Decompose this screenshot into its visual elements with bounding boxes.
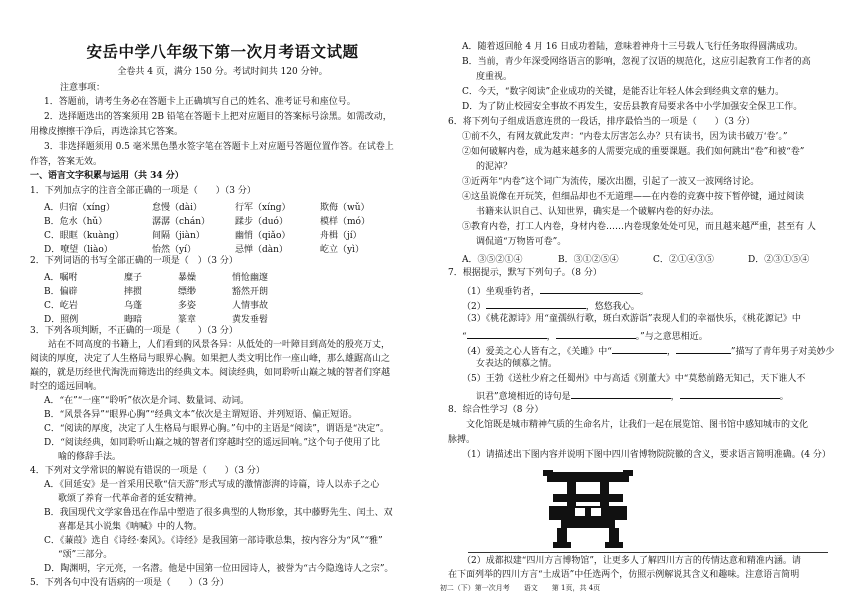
answer-blank[interactable] <box>540 284 640 294</box>
answer-line[interactable] <box>468 552 828 553</box>
q2-option: 篆章 <box>178 315 197 325</box>
q8-intro: 文化馆既是城市精神气质的生命名片，让我们一起在展览馆、图书馆中感知城市的文化 <box>448 420 809 430</box>
q1-option: 幽悄（qiǎo） <box>235 231 291 241</box>
q4-option: “颂”三部分。 <box>58 550 113 560</box>
notes-heading: 注意事项： <box>60 83 106 93</box>
q7-item-5-answer: 识君”意境相近的诗句是 ， 。 <box>476 389 789 403</box>
q2-option: 暴燥 <box>178 273 197 283</box>
q6-item: ②如何破解内卷，成为越来越多的人需要完成的重要课题。我们如何跳出“卷”和被“卷” <box>462 147 805 157</box>
q6-stem: 6．将下列句子组成语意连贯的一段话，排序最恰当的一项是（ ）（3 分） <box>448 117 755 127</box>
q2-option: D．照例 <box>44 315 79 325</box>
q1-option: 模样（mó） <box>320 217 370 227</box>
q1-option: 潺潺（chán） <box>152 217 210 227</box>
q3-stem: 3．下列各项判断，不正确的一项是（ ）（3 分） <box>30 326 238 336</box>
q8-stem: 8．综合性学习（8 分） <box>448 405 544 415</box>
q3-option: C．“阅读的厚度，决定了人生格局与眼界心胸。”句中的主语是“阅读”，谓语是“决定”。 <box>44 424 389 434</box>
section-heading: 一、语言文字积累与运用（共 34 分） <box>30 171 184 181</box>
q8-sub1: （1）请描述出下图内容并说明下图中四川省博物院院徽的含义，要求语言简明准确。(4 分） <box>462 450 831 460</box>
q1-option: D．嘹望（liào） <box>44 245 113 255</box>
q3-passage-line: 巅的，就是历经世代淘洗而筛选出的经典文本。阅读经典，如同聆听山巅之城的智者们穿越 <box>30 368 391 378</box>
q4-option: B．我国现代文学家鲁迅在作品中塑造了很多典型的人物形象，其中藤野先生、闰土、双 <box>44 508 393 518</box>
q5-option: D．为了防止校园安全事故不再发生，安岳县教育局要求各中小学加强安全保卫工作。 <box>462 102 803 112</box>
q5-option: C．今天，“数字阅读”企业成功的关键，是能否让年轻人体会到经典文章的魅力。 <box>462 87 785 97</box>
q2-option: 乌蓬 <box>124 301 143 311</box>
q5-option: A．随着返回舱 4 月 16 日成功着陆，意味着神舟十三号载人飞行任务取得圆满成功。 <box>462 42 804 52</box>
q2-option: A．嘱咐 <box>44 273 78 283</box>
page-footer: 初二（下）第一次月考 语文 第 1页，共 4页 <box>439 584 601 592</box>
q8-sub2: 在下面列举的四川方言“土成语”中任选两个，仿照示例解说其含义和趣味。注意语言简明 <box>448 570 800 580</box>
q2-option: 多姿 <box>178 301 197 311</box>
q7-stem: 7．根据提示，默写下列句子。（8 分） <box>448 268 602 278</box>
q4-option: A．《回延安》是一首采用民歌“信天游”形式写成的激情澎湃的诗篇，诗人以赤子之心 <box>44 480 380 490</box>
q7-item-2: （2） ，悠悠我心。 <box>462 299 640 313</box>
q5-stem: 5．下列各句中没有语病的一项是（ ）（3 分） <box>30 578 229 588</box>
q2-option: 人情事故 <box>232 301 269 311</box>
answer-blank[interactable] <box>612 344 667 354</box>
q2-option: C．屹岩 <box>44 301 78 311</box>
q6-item: 调侃道“万物皆可卷”。 <box>476 237 567 247</box>
q2-option: 晦暗 <box>124 315 143 325</box>
answer-blank[interactable] <box>467 329 547 339</box>
note-line: 作答，答案无效。 <box>30 157 103 167</box>
answer-blank[interactable] <box>676 344 731 354</box>
q5-option: 度重视。 <box>476 72 513 82</box>
q3-option: B．“风景各异”“眼界心胸”“经典文本”依次是主谓短语、并列短语、偏正短语。 <box>44 410 358 420</box>
q1-option: 欺侮（wǔ） <box>320 203 370 213</box>
q4-option: D．陶渊明，字元亮，一名潜。他是中国第一位田园诗人，被誉为“古今隐逸诗人之宗”。 <box>44 564 394 574</box>
q7-item-5: （5）王勃《送杜少府之任蜀州》中与高适《别董大》中“莫愁前路无知己，天下谁人不 <box>462 374 806 384</box>
q2-option: B．偏辟 <box>44 287 78 297</box>
q3-option: 喻的修辞手法。 <box>58 452 122 462</box>
note-line: 1．答题前，请考生务必在答题卡上正确填写自己的姓名、准考证号和座位号。 <box>44 97 356 107</box>
q2-option: 豁然开朗 <box>232 287 269 297</box>
q6-item: ④这虽说像在开玩笑，但细品却也不无道理——在内卷的竞赛中按下暂停键，通过阅读 <box>462 192 805 202</box>
q4-option: 歌颂了养育一代革命者的延安精神。 <box>58 494 203 504</box>
q1-stem: 1．下列加点字的注音全部正确的一项是（ ）（3 分） <box>30 186 256 196</box>
q1-option: C．眼眶（kuàng） <box>44 231 125 241</box>
q2-option: 黄发垂髫 <box>232 315 269 325</box>
q6-item: ⑤教育内卷，打工人内卷，身材内卷……内卷现象处处可见，而且越来越严重，甚至有 人 <box>462 222 816 232</box>
q3-passage-line: 时空的遥远回响。 <box>30 382 103 392</box>
q6-item: ③近两年“内卷”这个词广为流传，屡次出圈，引起了一波又一波网络讨论。 <box>462 177 760 187</box>
q3-option: A．“在”“一座”“聆听”依次是介词、数量词、动词。 <box>44 396 250 406</box>
q1-option: 怡然（yí） <box>152 245 196 255</box>
q6-item: ①前不久，有网友就此发声：“内卷太厉害怎么办？只有读书，因为读书破万‘卷’。” <box>462 132 788 142</box>
q2-stem: 2．下列词语的书写全部正确的一项是（ ）（3 分） <box>30 256 238 266</box>
note-line: 2．选择题选出的答案须用 2B 铅笔在答题卡上把对应题目的答案标号涂黑。如需改动， <box>44 112 392 122</box>
q6-choice: B．③①②⑤④ <box>558 255 619 265</box>
q7-item-4-cont: 女表达的倾慕之情。 <box>476 359 558 369</box>
q1-option: 忌惮（dàn） <box>235 245 288 255</box>
exam-subtitle: 全卷共 4 页，满分 150 分。考试时间共 120 分钟。 <box>117 67 328 77</box>
q1-option: 舟楫（jí） <box>320 231 362 241</box>
q2-option: 糜子 <box>124 273 143 283</box>
note-line: 3．非选择题须用 0.5 毫米黑色墨水签字笔在答题卡上对应题号答题位置作答。在试卷上 <box>44 142 394 152</box>
q1-option: 怠慢（dài） <box>152 203 203 213</box>
q4-option: 喜都是其小说集《呐喊》中的人物。 <box>58 522 203 532</box>
note-line: 用橡皮擦擦干净后，再选涂其它答案。 <box>30 127 184 137</box>
q1-option: B．危水（hǔ） <box>44 217 108 227</box>
q7-item-3: （3）《桃花源诗》用“童孺纵行歌，斑白欢游诣”表现人们的幸福快乐，《桃花源记》中 <box>462 314 801 324</box>
q7-item-4: （4）爱美之心人皆有之，《关雎》中“ ， ”描写了青年男子对美妙少 <box>462 344 834 358</box>
q4-option: C．《蒹葭》选自《诗经·秦风》。《诗经》是我国第一部诗歌总集，按内容分为“风”“雅” <box>44 536 383 546</box>
q7-item-1: （1）坐观垂钓者， 。 <box>462 284 649 298</box>
q1-option: 屹立（yì） <box>320 245 364 255</box>
q6-choice: C．②①④③⑤ <box>653 255 714 265</box>
q6-choice: A．③⑤②①④ <box>462 255 523 265</box>
q2-option: 缥缈 <box>178 287 197 297</box>
q1-option: 间隔（jiàn） <box>152 231 205 241</box>
q3-passage-line: 站在不同高度的书籍上，人们看到的风景各异：从低处的一叶障目到高处的殷亮万丈， <box>30 340 391 350</box>
museum-emblem-image <box>543 468 633 550</box>
q7-item-3-answer: “ ， 。”与之意思相近。 <box>462 329 708 343</box>
exam-title: 安岳中学八年级下第一次月考语文试题 <box>86 42 359 61</box>
q8-intro: 脉搏。 <box>448 435 476 445</box>
q3-passage-line: 阅读的厚度，决定了人生格局与眼界心胸。如果把人类文明比作一座山峰，那么雄踞高山之 <box>30 354 391 364</box>
q1-option: 行军（xíng） <box>235 203 291 213</box>
q8-sub2: （2）成都拟建“四川方言博物馆”，让更多人了解四川方言的传情达意和精准内涵。请 <box>462 556 801 566</box>
q2-option: 悄怆幽邃 <box>232 273 269 283</box>
answer-blank[interactable] <box>571 389 671 399</box>
q1-option: 蹂步（duó） <box>235 217 288 227</box>
answer-blank[interactable] <box>680 389 780 399</box>
q6-item: 书籍来认识自己、认知世界，确实是一个破解内卷的好办法。 <box>476 207 720 217</box>
q6-item: 的泥淖？ <box>476 162 513 172</box>
q3-option: D．“阅读经典，如同聆听山巅之城的智者们穿越时空的遥远回响。”这个句子使用了比 <box>44 438 380 448</box>
q2-option: 摔掼 <box>124 287 143 297</box>
q5-option: B．当前，青少年深受网络语言的影响，忽视了汉语的规范化，这应引起教育工作者的高 <box>462 57 811 67</box>
answer-blank[interactable] <box>556 329 636 339</box>
q6-choice: D．②③①⑤④ <box>748 255 810 265</box>
q4-stem: 4．下列对文学常识的解说有错误的一项是（ ）（3 分） <box>30 466 265 476</box>
answer-blank[interactable] <box>486 299 586 309</box>
q1-option: A．归宿（xíng） <box>44 203 116 213</box>
